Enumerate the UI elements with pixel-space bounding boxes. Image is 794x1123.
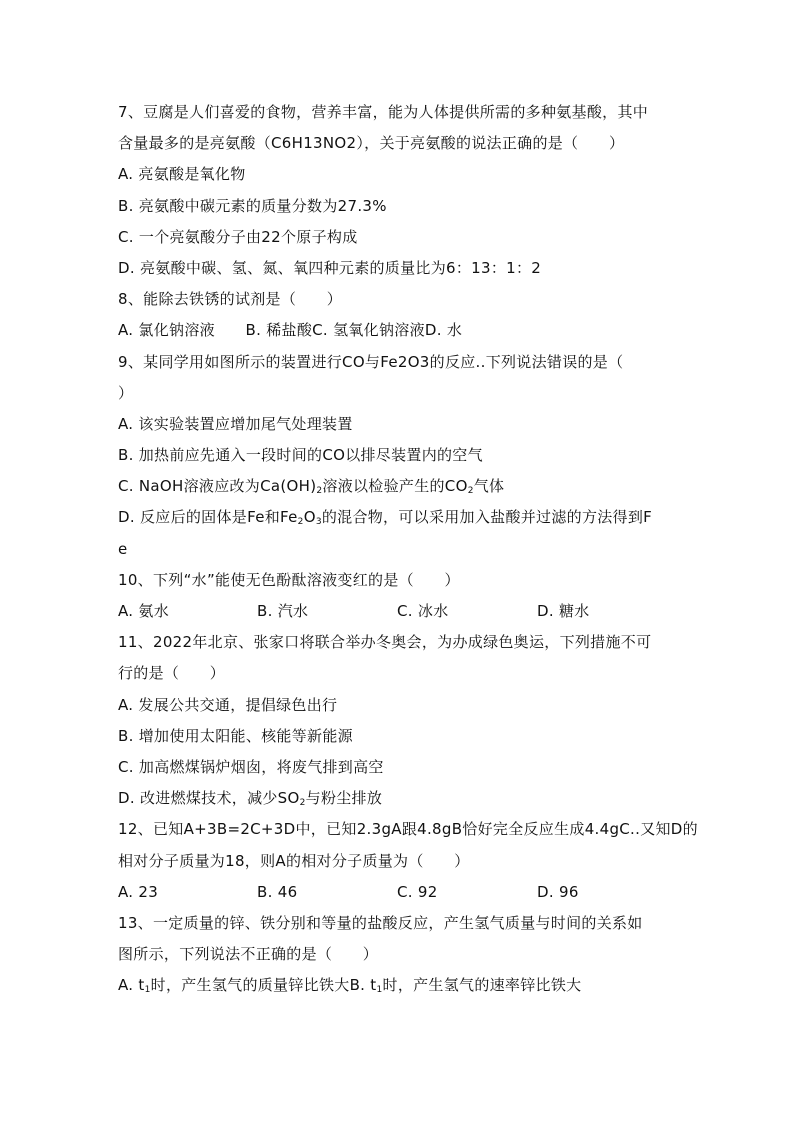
- q11-option-c: C. 加高燃煤锅炉烟囱，将废气排到高空: [118, 757, 384, 776]
- q13b-post: 时，产生氢气的速率锌比铁大: [382, 976, 582, 995]
- q12-option-b: B. 46: [257, 882, 298, 901]
- q9d-sub1: 2: [297, 517, 304, 528]
- q12-option-c: C. 92: [397, 882, 438, 901]
- q9c-sub2: 2: [467, 486, 474, 497]
- q13-options-ab: [118, 970, 678, 1001]
- q13-stem-line-2: 图所示，下列说法不正确的是（ ）: [118, 945, 379, 964]
- q9-option-c: [118, 471, 678, 502]
- q11-stem-line-1: 11、2022年北京、张家口将联合举办冬奥会，为办成绿色奥运，下列措施不可: [118, 633, 652, 652]
- q12-stem-line-1: 12、已知A+3B=2C+3D中，已知2.3gA跟4.8gB恰好完全反应生成4.4gC..又知D的: [118, 820, 698, 839]
- q7-stem-line-2: 含量最多的是亮氨酸（C6H13NO2），关于亮氨酸的说法正确的是（ ）: [118, 134, 625, 153]
- q11d-post: 与粉尘排放: [305, 789, 383, 808]
- q8-stem: 8、能除去铁锈的试剂是（ ）: [118, 290, 343, 309]
- q9d-sub2: 3: [315, 517, 322, 528]
- q9c-post: 气体: [473, 477, 505, 496]
- q7-option-a: A. 亮氨酸是氧化物: [118, 165, 246, 184]
- q11-option-b: B. 增加使用太阳能、核能等新能源: [118, 726, 353, 745]
- q11d-sub: 2: [299, 798, 306, 809]
- q7-option-b: B. 亮氨酸中碳元素的质量分数为27.3%: [118, 196, 387, 215]
- question-list: [118, 97, 698, 1001]
- q9-option-b: B. 加热前应先通入一段时间的CO以排尽装置内的空气: [118, 446, 483, 465]
- q12-option-d: D. 96: [537, 882, 579, 901]
- q7-option-c: C. 一个亮氨酸分子由22个原子构成: [118, 227, 358, 246]
- q9-option-d: [118, 502, 678, 533]
- q9c-sub1: 2: [316, 486, 323, 497]
- q9d-pre: D. 反应后的固体是Fe和Fe: [118, 508, 298, 527]
- q10-option-d: D. 糖水: [537, 602, 590, 620]
- q7-stem-line-1: 7、豆腐是人们喜爱的食物，营养丰富，能为人体提供所需的多种氨基酸，其中: [118, 103, 649, 121]
- q10-stem: 10、下列“水”能使无色酚酞溶液变红的是（ ）: [118, 570, 460, 589]
- q11d-pre: D. 改进燃煤技术，减少SO: [118, 789, 300, 808]
- q9-stem-line-1: 9、某同学用如图所示的装置进行CO与Fe2O3的反应..下列说法错误的是（: [118, 352, 624, 371]
- q8-options: A. 氯化钠溶液 B. 稀盐酸C. 氢氧化钠溶液D. 水: [118, 321, 463, 340]
- q11-option-d: [118, 783, 678, 814]
- q9c-mid: 溶液以检验产生的CO: [322, 477, 468, 496]
- q9d-mid: O: [303, 508, 316, 527]
- q9-option-d-wrap: e: [118, 539, 128, 558]
- q10-option-c: C. 冰水: [397, 602, 449, 620]
- q13-stem-line-1: 13、一定质量的锌、铁分别和等量的盐酸反应，产生氢气质量与时间的关系如: [118, 913, 643, 932]
- q12-options: [118, 877, 678, 908]
- q11-stem-line-2: 行的是（ ）: [118, 664, 226, 683]
- q11-option-a: A. 发展公共交通，提倡绿色出行: [118, 695, 338, 714]
- q13a-sub: 1: [144, 985, 151, 996]
- q13a-post: 时，产生氢气的质量锌比铁大: [150, 976, 350, 995]
- q12-option-a: A. 23: [118, 882, 159, 901]
- q10-options: [118, 596, 678, 627]
- q9-option-a: A. 该实验装置应增加尾气处理装置: [118, 414, 353, 433]
- q13b-pre: B. t: [349, 976, 377, 995]
- q10-option-a: A. 氨水: [118, 602, 170, 620]
- q13b-sub: 1: [376, 985, 383, 996]
- q9c-pre: C. NaOH溶液应改为Ca(OH): [118, 477, 317, 496]
- q9-stem-line-2: ）: [118, 383, 134, 402]
- q9d-post: 的混合物，可以采用加入盐酸并过滤的方法得到F: [321, 508, 653, 527]
- q7-option-d: D. 亮氨酸中碳、氢、氮、氧四种元素的质量比为6：13：1：2: [118, 258, 542, 277]
- q10-option-b: B. 汽水: [257, 602, 309, 620]
- q13a-pre: A. t: [118, 976, 145, 995]
- q12-stem-line-2: 相对分子质量为18，则A的相对分子质量为（ ）: [118, 851, 470, 870]
